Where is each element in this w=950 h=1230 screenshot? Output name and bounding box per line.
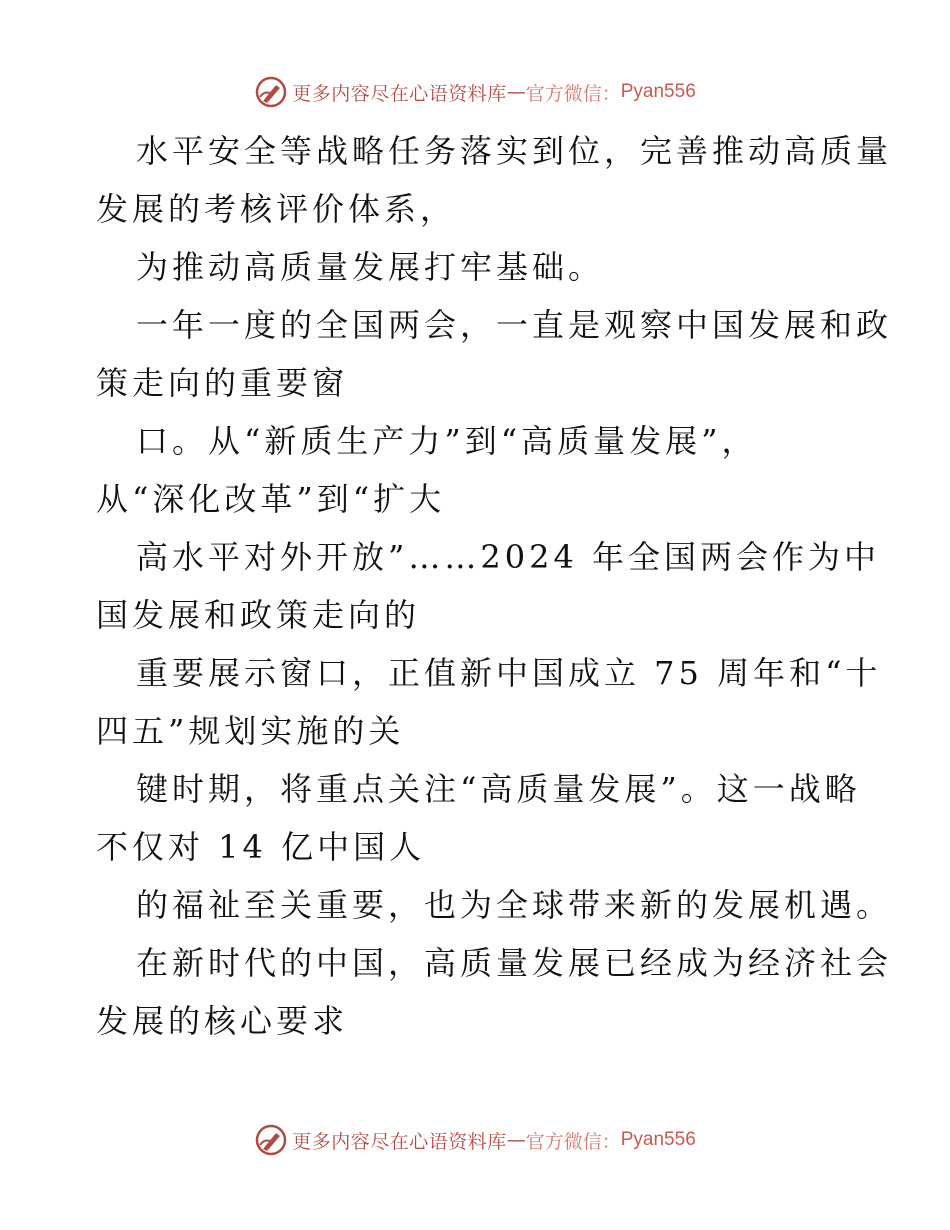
text-line-9: 国发展和政策走向的 (96, 596, 421, 634)
text-line-1: 水平安全等战略任务落实到位，完善推动高质量 (136, 132, 893, 170)
text-line-8: 高水平对外开放”……2024 年全国两会作为中 (136, 538, 880, 576)
watermark-dash: — (506, 1129, 526, 1151)
text-line-3: 为推动高质量发展打牢基础。 (136, 248, 605, 286)
text-line-12: 键时期，将重点关注“高质量发展”。这一战略 (136, 770, 861, 808)
text-line-4: 一年一度的全国两会，一直是观察中国发展和政 (136, 306, 893, 344)
text-line-14: 的福祉至关重要，也为全球带来新的发展机遇。 (136, 886, 893, 924)
pen-logo-icon (254, 1123, 288, 1157)
text-line-5: 策走向的重要窗 (96, 364, 349, 402)
watermark-wechat-id: Pyan556 (620, 81, 696, 102)
watermark-brand: 更多内容尽在心语资料库 (292, 1130, 507, 1153)
watermark-dash: — (506, 81, 526, 103)
text-line-10: 重要展示窗口，正值新中国成立 75 周年和“十 (136, 654, 882, 692)
text-line-16: 发展的核心要求 (96, 1002, 349, 1040)
header-watermark (0, 72, 950, 112)
pen-logo-icon (254, 75, 288, 109)
text-line-11: 四五”规划实施的关 (96, 712, 405, 750)
text-line-7: 从“深化改革”到“扩大 (96, 480, 446, 518)
document-body (96, 122, 893, 1050)
watermark-label: 官方微信： (525, 1130, 621, 1153)
text-line-13: 不仅对 14 亿中国人 (96, 828, 426, 866)
text-line-6: 口。从“新质生产力”到“高质量发展”， (136, 422, 758, 460)
watermark-brand: 更多内容尽在心语资料库 (292, 82, 507, 105)
watermark-label: 官方微信： (525, 82, 621, 105)
text-line-15: 在新时代的中国，高质量发展已经成为经济社会 (136, 944, 893, 982)
footer-watermark (0, 1120, 950, 1160)
watermark-wechat-id: Pyan556 (620, 1129, 696, 1150)
text-line-2: 发展的考核评价体系， (96, 190, 457, 228)
